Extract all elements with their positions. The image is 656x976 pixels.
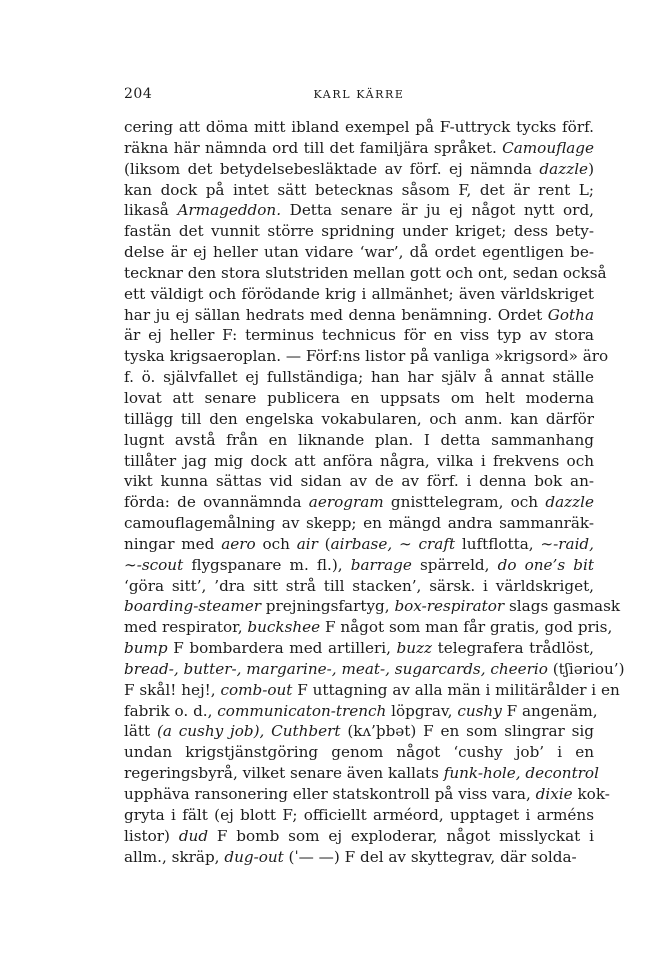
running-head: KARL KÄRRE xyxy=(313,88,405,101)
italic-term: box-respirator xyxy=(394,597,505,616)
italic-term: bump xyxy=(124,639,168,658)
text-line xyxy=(124,576,594,597)
text-line xyxy=(124,284,594,305)
text-run: luftflotta, xyxy=(455,534,541,553)
text-run: löpgrav, xyxy=(386,701,458,720)
text-run: lovat att senare publicera en uppsats om helt moderna xyxy=(124,388,594,407)
italic-term: Armageddon. xyxy=(177,201,282,220)
text-run: och xyxy=(255,534,297,553)
italic-term: funk-hole, decontrol xyxy=(443,764,599,783)
text-run: spärreld, xyxy=(411,555,498,574)
text-line xyxy=(124,221,594,242)
text-line xyxy=(124,305,594,326)
text-run: tecknar den stora slutstriden mellan gott och ont, sedan också xyxy=(124,263,607,282)
text-line xyxy=(124,242,594,263)
text-run: F bombardera med artilleri, xyxy=(167,639,397,658)
text-run: kok- xyxy=(572,785,610,803)
text-line xyxy=(124,638,594,659)
text-run: camouflagemålning av skepp; en mängd andra sammanräk- xyxy=(124,514,594,533)
text-run: ( xyxy=(317,534,331,553)
text-line xyxy=(124,763,599,784)
text-line xyxy=(124,367,594,388)
text-run: telegrafera trådlöst, xyxy=(432,639,595,658)
text-run: ett väldigt och förödande krig i allmänhet; även världskriget xyxy=(124,284,594,303)
text-line xyxy=(124,701,598,722)
italic-term: Camouflage xyxy=(502,138,594,157)
italic-term: cushy xyxy=(457,701,502,720)
italic-term: Gotha xyxy=(547,305,594,324)
text-run: listor) xyxy=(124,826,179,845)
body-text xyxy=(124,117,625,867)
text-line xyxy=(124,159,594,180)
text-run: likaså xyxy=(124,201,178,220)
italic-term: airbase, ∼ craft xyxy=(330,534,456,553)
text-run: prejningsfartyg, xyxy=(260,597,395,616)
italic-term: ∼-scout xyxy=(124,555,184,574)
italic-term: buckshee xyxy=(247,618,321,637)
italic-term: dug-out xyxy=(224,847,284,866)
text-run: har ju ej sällan hedrats med denna benämning. Ordet xyxy=(124,305,548,324)
text-line xyxy=(124,534,594,555)
text-run: kan dock på intet sätt betecknas såsom F, det är rent L; xyxy=(124,180,594,199)
italic-term: comb-out xyxy=(220,680,293,699)
text-run: lugnt avstå från en liknande plan. I detta sammanhang xyxy=(124,430,594,449)
italic-term: air xyxy=(296,534,318,553)
text-run: flygspanare m. fl.), xyxy=(183,555,351,574)
text-line xyxy=(124,555,594,576)
text-run: (tʃiəriou’) xyxy=(547,659,625,678)
text-line xyxy=(124,409,594,430)
text-run: vikt kunna sättas vid sidan av de av förf. i denna bok an- xyxy=(124,472,594,491)
text-run: F något som man får gratis, god pris, xyxy=(320,618,613,637)
text-line xyxy=(124,430,594,451)
text-run: cering att döma mitt ibland exempel på F-uttryck tycks förf. xyxy=(124,118,594,136)
text-line xyxy=(124,659,625,680)
text-line xyxy=(124,346,609,367)
text-line xyxy=(124,680,620,701)
text-line xyxy=(124,138,594,159)
text-run: slags gasmask xyxy=(504,597,621,616)
italic-term: ∼-raid, xyxy=(540,534,594,553)
text-line xyxy=(124,471,594,492)
text-line xyxy=(124,263,607,284)
text-run: fastän det vunnit större spridning under kriget; dess bety- xyxy=(124,222,594,241)
text-run: fabrik o. d., xyxy=(124,701,218,720)
text-run: F skål! hej!, xyxy=(124,680,221,699)
text-run: lätt xyxy=(124,722,157,741)
text-run: tillåter jag mig dock att anföra några, vilka i frekvens och xyxy=(124,451,594,470)
text-line xyxy=(124,784,610,805)
text-run: ningar med xyxy=(124,534,222,553)
italic-term: dud xyxy=(178,826,209,845)
text-line xyxy=(124,721,594,742)
text-run: förda: de ovannämnda xyxy=(124,493,309,512)
italic-term: dixie xyxy=(535,785,573,803)
text-run: ) xyxy=(588,159,594,178)
text-run: delse är ej heller utan vidare ‘war’, då ordet egentligen be- xyxy=(124,243,594,262)
text-run: F uttagning av alla män i militärålder i en xyxy=(292,680,620,699)
text-line xyxy=(124,180,594,201)
text-line xyxy=(124,805,594,826)
text-run: upphäva ransonering eller statskontroll på viss vara, xyxy=(124,785,536,803)
text-run: räkna här nämnda ord till det familjära språket. xyxy=(124,138,503,157)
text-line xyxy=(124,200,594,221)
text-line xyxy=(124,492,594,513)
italic-term: dazzle xyxy=(539,159,589,178)
italic-term: (a cushy job), Cuthbert xyxy=(156,722,341,741)
text-line xyxy=(124,596,621,617)
italic-term: buzz xyxy=(396,639,433,658)
text-line xyxy=(124,388,594,409)
text-run: ‘göra sitt’, ’dra sitt strå till stacken’, särsk. i världskriget, xyxy=(124,576,594,595)
italic-term: dazzle xyxy=(545,493,594,512)
text-line xyxy=(124,826,594,847)
text-run: allm., skräp, xyxy=(124,847,225,866)
text-line xyxy=(124,513,594,534)
text-run: med respirator, xyxy=(124,618,248,637)
text-run: är ej heller F: terminus technicus för en viss typ av stora xyxy=(124,326,594,345)
italic-term: aerogram xyxy=(308,493,384,512)
italic-term: aero xyxy=(221,534,256,553)
text-run: F angenäm, xyxy=(501,701,598,720)
text-run: regeringsbyrå, vilket senare även kallats xyxy=(124,764,444,783)
italic-term: bread-, butter-, margarine-, meat-, sugarcards, cheerio xyxy=(124,659,548,678)
italic-term: communicaton-trench xyxy=(217,701,387,720)
italic-term: boarding-steamer xyxy=(124,597,261,616)
text-line xyxy=(124,325,594,346)
text-run: undan krigstjänstgöring genom något ‘cushy job’ i en xyxy=(124,743,594,762)
italic-term: barrage xyxy=(350,555,412,574)
text-run: f. ö. självfallet ej fullständiga; han har själv å annat ställe xyxy=(124,368,594,387)
text-line xyxy=(124,451,594,472)
text-line xyxy=(124,847,594,868)
text-run: tyska krigsaeroplan. — Förf:ns listor på vanliga »krigsord» äro xyxy=(124,347,609,366)
text-run: gryta i fält (ej blott F; officiellt arméord, upptaget i arméns xyxy=(124,805,594,824)
text-run: (liksom det betydelsebesläktade av förf. ej nämnda xyxy=(124,159,540,178)
text-run: tillägg till den engelska vokabularen, och anm. kan därför xyxy=(124,409,594,428)
text-run: gnisttelegram, och xyxy=(383,493,546,512)
italic-term: do one’s bit xyxy=(497,555,594,574)
text-line xyxy=(124,742,594,763)
text-line xyxy=(124,117,594,138)
text-run: (ˈ— —) F del av skyttegrav, där solda- xyxy=(283,847,577,866)
text-line xyxy=(124,617,613,638)
page-number: 204 xyxy=(124,86,153,102)
text-run: (kʌ’þbət) F en som slingrar sig xyxy=(340,722,594,741)
text-run: Detta senare är ju ej något nytt ord, xyxy=(281,201,594,220)
page-header xyxy=(124,86,594,106)
text-run: F bomb som ej exploderar, något misslyckat i xyxy=(208,826,594,845)
